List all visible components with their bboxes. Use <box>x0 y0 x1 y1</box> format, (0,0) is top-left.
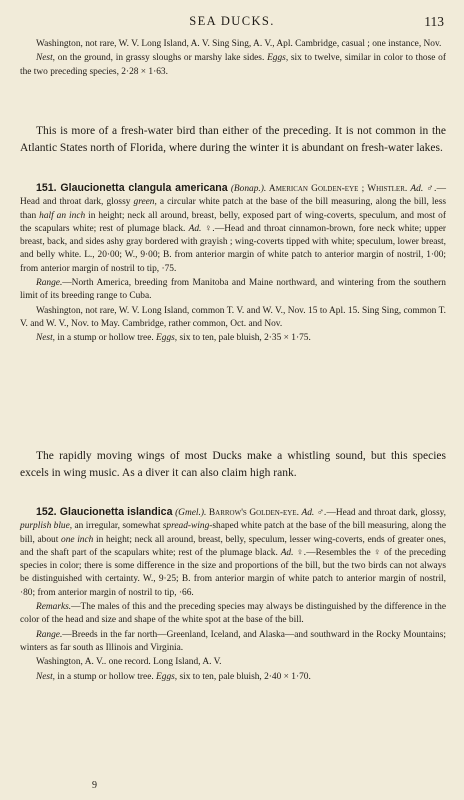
eggs-label: Eggs, <box>267 53 289 64</box>
fresh-water-remark: This is more of a fresh-water bird than either of the preceding. It is not common in the Atlantic States north of Florida, where during the winter it is abundant on fresh-water lakes. <box>20 125 446 154</box>
species-151-nest: Nest, in a stump or hollow tree. Eggs, six to ten, pale bluish, 2·35 × 1·75. <box>36 333 311 344</box>
species-152-common-name: Barrow's Golden-eye. <box>206 508 299 518</box>
page-header <box>0 14 464 32</box>
species-151-entry <box>20 182 446 346</box>
species-151-range: Range.—North America, breeding from Manitoba and Maine northward, and wintering from the southern limit of its breeding range to Cuba. <box>20 278 446 302</box>
top-block <box>20 38 446 79</box>
species-152-records: Washington, A. V.. one record. Long Island, A. V. <box>36 657 222 668</box>
species-152-nest: Nest, in a stump or hollow tree. Eggs, six to ten, pale bluish, 2·40 × 1·70. <box>36 671 311 682</box>
fresh-water-remark-block <box>20 123 446 156</box>
species-152-entry <box>20 506 446 684</box>
species-151-heading: 151. Glaucionetta clangula americana <box>36 182 228 194</box>
species-152-range: Range.—Breeds in the far north—Greenland, Iceland, and Alaska—and southward in the Rocky Mountains; winters as far south as Illinois and Virginia. <box>20 629 446 653</box>
species-151-author: (Bonap.). <box>230 184 267 194</box>
species-152-description: 152. Glaucionetta islandica (Gmel.). Barrow's Golden-eye. Ad. ♂.—Head and throat dark, glossy, purplish blue, an irregular, somewhat spread-wing-shaped white patch at the base of the bill measuring, along the bill, about one inch in height; neck all around, breast, belly, speculum, lesser wing-coverts, ends of greater ones, and the shaft part of the scapulars white; rest of the plumage black. Ad. ♀.—Resembles the ♀ of the preceding species in color; there is some difference in the size and proportions of the bill, but the two birds can not always be distinguished with certainty. W., 9·25; B. from anterior margin of white patch to anterior margin of nostril, ·80; from anterior margin of nostril to tip, ·66. <box>20 506 447 598</box>
wing-music-remark-block <box>20 448 446 481</box>
distribution-note: Washington, not rare, W. V. Long Island, A. V. Sing Sing, A. V., Apl. Cambridge, casual ; one instance, Nov. <box>36 39 442 49</box>
running-head: SEA DUCKS. <box>189 14 275 28</box>
signature-mark: 9 <box>92 780 97 791</box>
nest-label: Nest, <box>36 53 56 64</box>
species-152-heading: 152. Glaucionetta islandica <box>36 506 173 518</box>
nest-note: Nest, on the ground, in grassy sloughs or marshy lake sides. Eggs, six to twelve, similar in color to those of the two preceding species, 2·28 × 1·63. <box>20 53 446 77</box>
wing-music-remark: The rapidly moving wings of most Ducks make a whistling sound, but this species excels in wing music. As a diver it can also claim high rank. <box>20 450 446 479</box>
species-152-remarks: Remarks.—The males of this and the preceding species may always be distinguished by the difference in the color of the head and size and shape of the white spot at the base of the bill. <box>20 602 446 626</box>
species-151-records: Washington, not rare, W. V. Long Island, common T. V. and W. V., Nov. 15 to Apl. 15. Sing Sing, common T. V. and W. V., Nov. to May. Cambridge, rather common, Oct. and Nov. <box>20 305 446 329</box>
page-number: 113 <box>424 14 444 29</box>
species-151-common-name: American Golden-eye ; Whistler. <box>266 184 411 194</box>
species-151-description: 151. Glaucionetta clangula americana (Bonap.). American Golden-eye ; Whistler. Ad. ♂.—Head and throat dark, glossy green, a circular white patch at the base of the bill measuring, along the bill, less than half an inch in height; neck all around, breast, belly, exposed part of wing-coverts, speculum, and most of the scapulars white; rest of plumage black. Ad. ♀.—Head and throat cinnamon-brown, fore neck white; upper breast, back, and sides ashy gray bordered with grayish ; wing-coverts tipped with white; speculum, lower breast, and belly white. L., 20·00; W., 9·00; B. from anterior margin of white patch to anterior margin of nostril, 1·00; from anterior margin of nostril to tip, ·75. <box>20 182 446 274</box>
species-152-author: (Gmel.). <box>175 508 207 518</box>
